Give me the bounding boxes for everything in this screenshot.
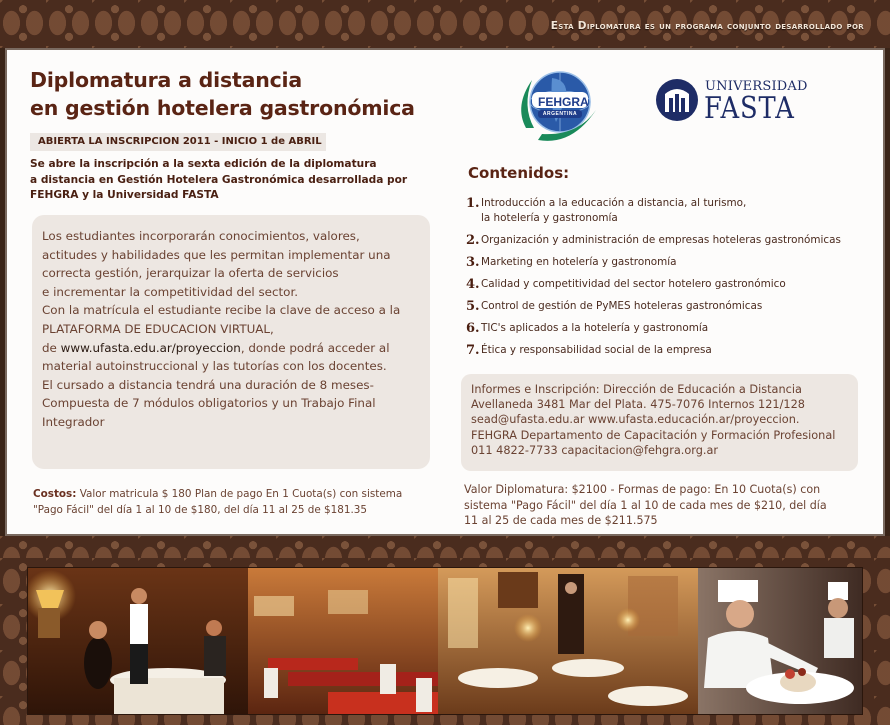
content-number: 2.: [466, 233, 480, 248]
fasta-logo: [655, 78, 699, 126]
content-number: 6.: [466, 321, 480, 336]
desc-line: El cursado a distancia tendrá una duración de 8 meses-: [42, 377, 374, 392]
restaurant-photo-collage: [28, 568, 863, 715]
intro-line: a distancia en Gestión Hotelera Gastronómica desarrollada por: [30, 173, 408, 186]
desc-link-prefix: de: [42, 340, 61, 355]
content-number: 7.: [466, 343, 480, 358]
content-text: Marketing en hotelería y gastronomía: [481, 256, 677, 268]
content-number: 3.: [466, 255, 480, 270]
middle-decorative-band: [0, 536, 890, 558]
content-text: Introducción a la educación a distancia, al turismo,: [481, 197, 747, 209]
content-item: [466, 321, 876, 336]
content-item: [466, 196, 876, 226]
fehgra-logo-name: FEHGRA: [538, 95, 589, 109]
fasta-university-label: UNIVERSIDAD: [705, 79, 808, 94]
title-line-2: en gestión hotelera gastronómica: [30, 96, 415, 120]
desc-line: Integrador: [42, 414, 105, 429]
content-item: [466, 343, 876, 358]
content-text: Calidad y competitividad del sector hotelero gastronómico: [481, 278, 786, 290]
description-box: [32, 215, 430, 469]
top-decorative-band: [0, 0, 890, 48]
desc-line: correcta gestión, jerarquizar la oferta de servicios: [42, 266, 339, 281]
costs-label: Costos:: [33, 488, 77, 500]
content-item: [466, 299, 876, 314]
desc-line: Los estudiantes incorporarán conocimientos, valores,: [42, 229, 360, 243]
desc-line: Con la matrícula el estudiante recibe la clave de acceso a la: [42, 303, 401, 318]
fasta-name-label: FASTA: [704, 91, 795, 126]
contact-line: Informes e Inscripción: Dirección de Educación a Distancia: [471, 383, 802, 396]
costs-line-1: Valor matricula $ 180 Plan de pago En 1 Cuota(s) con sistema: [76, 488, 403, 500]
price-line: 11 al 25 de cada mes de $211.575: [464, 514, 658, 528]
desc-line: material autoinstruccional y las tutorías con los docentes.: [42, 359, 387, 374]
content-item: [466, 255, 876, 270]
contact-phone-line[interactable]: 011 4822-7733 capacitacion@fehgra.org.ar: [471, 443, 719, 457]
costs-line-2: "Pago Fácil" del día 1 al 10 de $180, del día 11 al 25 de $181.35: [33, 504, 368, 516]
enrollment-badge: ABIERTA LA INSCRIPCION 2011 - INICIO 1 de ABRIL: [30, 133, 326, 151]
desc-link-suffix: , donde podrá acceder al: [240, 340, 390, 355]
restaurant-photo-strip: [27, 567, 863, 715]
content-number: 4.: [466, 277, 480, 292]
content-item: [466, 277, 876, 292]
content-text: Control de gestión de PyMES hoteleras gastronómicas: [481, 300, 763, 312]
contact-info-box: [461, 374, 858, 471]
contact-line: FEHGRA Departamento de Capacitación y Formación Profesional: [471, 428, 836, 442]
content-text: Ética y responsabilidad social de la empresa: [481, 344, 712, 356]
content-number: 5.: [466, 299, 480, 314]
desc-line: actitudes y habilidades que les permitan implementar una: [42, 247, 391, 262]
price-line: sistema "Pago Fácil" del día 1 al 10 de cada mes de $210, del día: [464, 498, 827, 512]
fehgra-logo-sub: ARGENTINA: [542, 111, 578, 117]
proyeccion-link[interactable]: www.ufasta.edu.ar/proyeccion: [60, 340, 241, 355]
title-line-1: Diplomatura a distancia: [30, 68, 303, 92]
fasta-emblem-icon: [655, 78, 699, 122]
contact-line: Avellaneda 3481 Mar del Plata. 475-7076 Internos 121/128: [471, 398, 805, 412]
content-number: 1.: [466, 196, 480, 211]
price-line: Valor Diplomatura: $2100 - Formas de pago: En 10 Cuota(s) con: [464, 483, 821, 496]
desc-line: Compuesta de 7 módulos obligatorios y un Trabajo Final: [42, 396, 376, 411]
intro-text: [30, 157, 440, 204]
contents-list: [466, 196, 876, 358]
diploma-title: [30, 66, 415, 122]
contact-email-line[interactable]: sead@ufasta.edu.ar www.ufasta.educación.ar/proyeccion.: [471, 413, 800, 427]
desc-line: PLATAFORMA DE EDUCACION VIRTUAL,: [42, 321, 274, 336]
desc-line: e incrementar la competitividad del sector.: [42, 284, 299, 299]
costs-text: [33, 486, 443, 518]
content-text: TIC's aplicados a la hotelería y gastronomía: [481, 322, 709, 334]
description-text: [42, 227, 428, 432]
intro-line: FEHGRA y la Universidad FASTA: [30, 189, 219, 201]
program-note: Esta Diplomatura es un programa conjunto desarrollado por: [550, 20, 864, 32]
content-text: la hotelería y gastronomía: [481, 212, 618, 224]
intro-line: Se abre la inscripción a la sexta edición de la diplomatura: [30, 158, 377, 170]
content-item: [466, 233, 876, 248]
contents-title: Contenidos:: [468, 164, 570, 182]
content-text: Organización y administración de empresas hoteleras gastronómicas: [481, 234, 841, 246]
diploma-price-text: [464, 482, 874, 529]
